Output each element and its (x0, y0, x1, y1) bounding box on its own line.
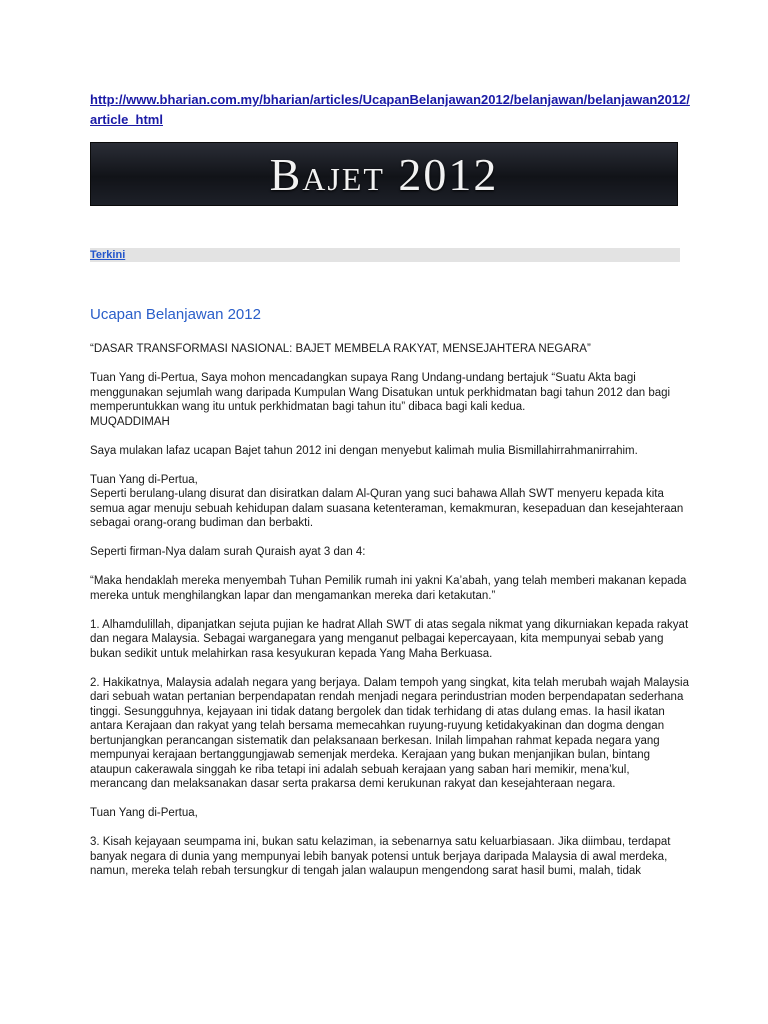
source-url-link[interactable]: http://www.bharian.com.my/bharian/articles/UcapanBelanjawan2012/belanjawan/belanjawan2012/article_html (90, 92, 690, 127)
article-paragraph: Tuan Yang di-Pertua, Saya mohon mencadangkan supaya Rang Undang-undang bertajuk “Suatu Akta bagi menggunakan sejumlah wang daripada Kumpulan Wang Disatukan untuk perkhidmatan bagi tahun 2012 dan bagi memperuntukkan wang itu untuk perkhidmatan bagi tahun itu” dibaca bagi kali kedua. (90, 372, 671, 413)
article-title: Ucapan Belanjawan 2012 (90, 306, 261, 323)
article-body (90, 342, 690, 893)
article-section-heading: MUQADDIMAH (90, 415, 170, 428)
article-paragraph: Seperti berulang-ulang disurat dan disiratkan dalam Al-Quran yang suci bahawa Allah SWT menyeru kepada kita semua agar menuju sebuah kehidupan dalam suasana ketenteraman, kemakmuran, kesepaduan dan kesejahteraan sebagai orang-orang budiman dan berbakti. (90, 488, 684, 529)
article-paragraph: Tuan Yang di-Pertua, (90, 473, 198, 486)
article-paragraph: 1. Alhamdulillah, dipanjatkan sejuta pujian ke hadrat Allah SWT di atas segala nikmat yang dikurniakan kepada rakyat dan negara Malaysia. Sebagai warganegara yang menganut pelbagai kepercayaan, kita mempunyai sebab yang bukan sedikit untuk melahirkan rasa kesyukuran kepada Yang Maha Berkuasa. (90, 618, 689, 660)
nav-bar (90, 248, 680, 262)
banner-title: Bajet 2012 (269, 148, 499, 200)
article-quote: “Maka hendaklah mereka menyembah Tuhan Pemilik rumah ini yakni Ka’abah, yang telah memberi makanan kepada mereka untuk menghilangkan lapar dan mengamankan mereka dari ketakutan.” (90, 575, 687, 602)
article-paragraph: Seperti firman-Nya dalam surah Quraish ayat 3 dan 4: (90, 546, 366, 558)
bajet-2012-banner (90, 142, 678, 206)
article-paragraph: 3. Kisah kejayaan seumpama ini, bukan satu kelaziman, ia sebenarnya satu keluarbiasaan. Jika diimbau, terdapat banyak negara di dunia yang mempunyai lebih banyak potensi untuk berjaya daripada Malaysia di awal merdeka, namun, mereka telah rebah tersungkur di tengah jalan walaupun mengendong sarat hasil bumi, malah, tidak (90, 836, 671, 877)
article-paragraph: 2. Hakikatnya, Malaysia adalah negara yang berjaya. Dalam tempoh yang singkat, kita telah merubah wajah Malaysia dari sebuah watan pertanian berpendapatan rendah menjadi negara perindustrian moden berpendapatan sederhana tinggi. Sesungguhnya, kejayaan ini tidak datang bergolek dan tidak terhidang di atas dulang emas. Ia hasil ikatan antara Kerajaan dan rakyat yang telah bersama memecahkan ruyung-ruyung ketidakyakinan dan dogma dengan bertunjangkan perancangan sistematik dan pelaksanaan berkesan. Inilah limpahan rahmat kepada negara yang mempunyai kerajaan bertanggungjawab semenjak merdeka. Kerajaan yang bukan menjanjikan bulan, bintang ataupun cakerawala singgah ke riba tetapi ini adalah sebuah kerajaan yang saban hari memikir, mena’kul, merancang dan melaksanakan dasar serta prakarsa demi kerukunan rakyat dan kesejahteraan negara. (90, 676, 689, 790)
nav-link-terkini[interactable]: Terkini (90, 249, 126, 261)
article-paragraph: Tuan Yang di-Pertua, (90, 807, 198, 819)
article-paragraph: “DASAR TRANSFORMASI NASIONAL: BAJET MEMBELA RAKYAT, MENSEJAHTERA NEGARA” (90, 343, 591, 355)
article-paragraph: Saya mulakan lafaz ucapan Bajet tahun 2012 ini dengan menyebut kalimah mulia Bismillahirrahmanirrahim. (90, 444, 638, 457)
